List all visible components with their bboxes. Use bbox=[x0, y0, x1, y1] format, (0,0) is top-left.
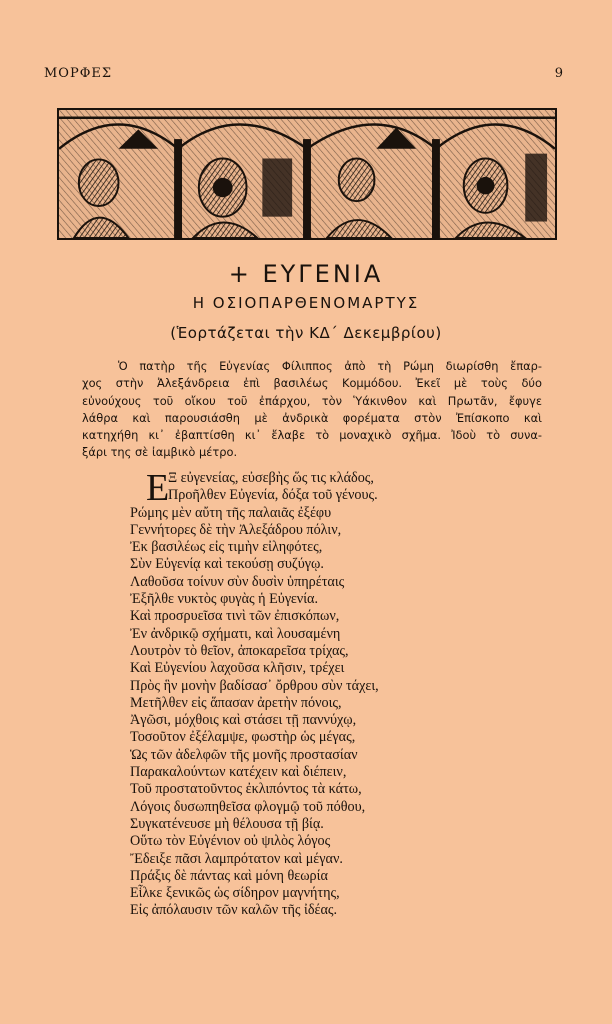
verse-line: Καὶ Εὐγενίου λαχοῦσα κλῆσιν, τρέχει bbox=[130, 660, 345, 677]
prose-line: ξάρι της σὲ ἰαμβικὸ μέτρο. bbox=[82, 445, 238, 460]
intro-paragraph bbox=[82, 358, 542, 462]
verse-line: Λουτρὸν τὸ θεῖον, ἀποκαρεῖσα τρίχας, bbox=[130, 642, 349, 659]
verse-drop-cap: Ε bbox=[146, 467, 170, 509]
verse-line: Σὺν Εὐγενίᾳ καὶ τεκούσῃ συζύγῳ. bbox=[130, 556, 324, 573]
verse-line: Λόγοις δυσωπηθεῖσα φλογμῷ τοῦ πόθου, bbox=[130, 798, 366, 815]
verse-line: Τοῦ προστατοῦντος ἐκλιπόντος τὰ κάτω, bbox=[130, 781, 362, 798]
ornamental-banner-image bbox=[57, 108, 557, 240]
article-title: + ΕΥΓΕΝΙΑ bbox=[228, 260, 384, 288]
verse-line: Ἀγῶσι, μόχθοις καὶ στάσει τῇ παννύχῳ, bbox=[130, 712, 357, 729]
verse-line: Εἷλκε ξενικῶς ὡς σίδηρον μαγνήτης, bbox=[130, 885, 340, 902]
verse-line: Πράξις δὲ πάντας καὶ μόνη θεωρία bbox=[130, 867, 328, 884]
page-number: 9 bbox=[554, 66, 564, 81]
verse-line: Ἔδειξε πᾶσι λαμπρότατον καὶ μέγαν. bbox=[130, 850, 343, 867]
verse-line: Ρώμης μὲν αὔτη τῆς παλαιᾶς ἐξέφυ bbox=[130, 504, 332, 521]
verse-line: Παρακαλούντων κατέχειν καὶ διέπειν, bbox=[130, 764, 347, 781]
prose-line: λάθρα καὶ παρουσιάσθη μὲ ἀνδρικὰ φορέματα στὸν Ἐπίσκοπο καὶ bbox=[82, 410, 542, 425]
journal-name: ΜΟΡΦΕΣ bbox=[44, 66, 113, 81]
article-subtitle: Η ΟΣΙΟΠΑΡΘΕΝΟΜΑΡΤΥΣ bbox=[192, 294, 420, 312]
verse-line: Ἐν ἀνδρικῷ σχήματι, καὶ λουσαμένη bbox=[130, 625, 341, 642]
verse-line: Προῆλθεν Εὐγενία, δόξα τοῦ γένους. bbox=[168, 487, 378, 504]
prose-line: Ὁ πατὴρ τῆς Εὐγενίας Φίλιππος ἀπὸ τὴ Ρώμη διωρίσθη ἔπαρ- bbox=[118, 359, 542, 373]
prose-line: χος στὴν Ἀλεξάνδρεια ἐπὶ βασιλέως Κομμόδου. Ἐκεῖ μὲ τοὺς δύο bbox=[82, 376, 542, 391]
verse-line: Πρὸς ἣν μονὴν βαδίσασ᾽ ὄρθρου σὺν τάχει, bbox=[130, 677, 379, 694]
verse-line: Καὶ προσρυεῖσα τινὶ τῶν ἐπισκόπων, bbox=[130, 608, 340, 625]
verse-line: Εἰς ἀπόλαυσιν τῶν καλῶν τῆς ἰδέας. bbox=[130, 902, 338, 919]
verse-line: Τοσοῦτον ἐξέλαμψε, φωστὴρ ὡς μέγας, bbox=[130, 729, 356, 746]
verse-line: Ἐκ βασιλέως εἰς τιμὴν εἰληφότες, bbox=[130, 539, 323, 556]
verse-line: Μετῆλθεν εἰς ἅπασαν ἀρετὴν πόνοις, bbox=[130, 694, 342, 711]
prose-line: κατηχήθη κι᾽ ἐβαπτίσθη κι᾽ ἔλαβε τὸ μοναχικὸ σχῆμα. Ἰδοὺ τὸ συνα- bbox=[82, 428, 542, 443]
verse-line: Οὕτω τὸν Εὐγένιον οὐ ψιλὸς λόγος bbox=[130, 833, 331, 850]
verse-line: Γεννήτορες δὲ τὴν Ἀλεξάδρου πόλιν, bbox=[130, 521, 342, 538]
running-head bbox=[44, 66, 564, 81]
verse-line: Ἐξῆλθε νυκτὸς φυγὰς ἡ Εὐγενία. bbox=[130, 591, 319, 608]
verse-line: Συγκατένευσε μὴ θέλουσα τῇ βίᾳ. bbox=[130, 815, 324, 832]
verse-line: Λαθοῦσα τοίνυν σὺν δυσὶν ὑπηρέταις bbox=[130, 573, 345, 590]
feast-day-note: (Ἑορτάζεται τὴν ΚΔ΄ Δεκεμβρίου) bbox=[170, 324, 442, 342]
iambic-verse bbox=[130, 467, 470, 920]
verse-line: Ξ εὐγενείας, εὐσεβὴς ὥς τις κλάδος, bbox=[168, 470, 374, 486]
verse-line: Ὡς τῶν ἀδελφῶν τῆς μονῆς προστασίαν bbox=[130, 746, 358, 763]
prose-line: εὐνούχους τοῦ οἴκου τοῦ ἐπάρχου, τὸν Ὑάκινθον καὶ Πρωτᾶν, ἔφυγε bbox=[82, 393, 542, 408]
